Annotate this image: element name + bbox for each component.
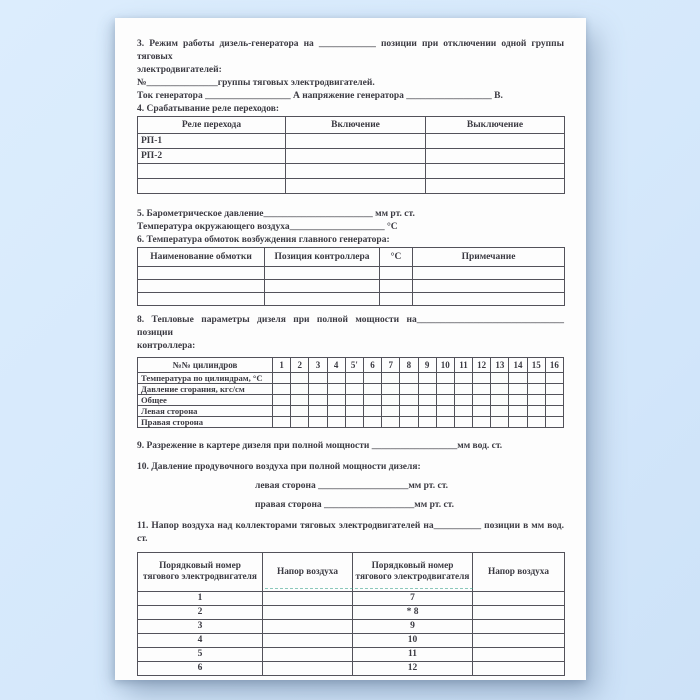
relay-name-cell: РП-1 [138, 134, 286, 149]
empty-cell [473, 384, 491, 395]
cylinder-parameters-table [137, 357, 564, 428]
empty-cell [473, 373, 491, 384]
cylinder-header-row [138, 358, 564, 373]
empty-cell [263, 662, 353, 676]
empty-cell [473, 592, 565, 606]
cylinder-number: 16 [545, 358, 563, 373]
cylinder-number: 1 [273, 358, 291, 373]
air-pressure-header: Напор воздуха [263, 553, 353, 592]
empty-cell [286, 149, 426, 164]
cylinder-number: 14 [509, 358, 527, 373]
table-row [138, 164, 565, 179]
empty-cell [309, 406, 327, 417]
table-row [138, 592, 565, 606]
empty-cell [473, 662, 565, 676]
spacer [137, 194, 564, 208]
relay-col-header: Реле перехода [138, 117, 286, 134]
spacer [137, 453, 564, 461]
empty-cell [327, 417, 345, 428]
empty-cell [363, 395, 381, 406]
section-3 [137, 38, 564, 103]
motor-number-header: Порядковый номер тягового электродвигателя [138, 553, 263, 592]
relay-table [137, 116, 565, 194]
section-9-line-1: 9. Разрежение в картере дизеля при полной мощности __________________мм вод. ст. [137, 441, 503, 451]
empty-cell [265, 267, 380, 280]
empty-cell [418, 406, 436, 417]
empty-cell [413, 280, 565, 293]
empty-cell [309, 373, 327, 384]
empty-cell [273, 406, 291, 417]
motor-number-cell: 4 [138, 634, 263, 648]
empty-cell [413, 267, 565, 280]
empty-cell [138, 280, 265, 293]
empty-cell [473, 395, 491, 406]
empty-cell [382, 384, 400, 395]
empty-cell [509, 384, 527, 395]
motor-number-cell: 2 [138, 606, 263, 620]
empty-cell [138, 293, 265, 306]
table-row [138, 620, 565, 634]
empty-cell [545, 373, 563, 384]
empty-cell [527, 373, 545, 384]
row-label: Давление сгорания, кгс/см [138, 384, 273, 395]
empty-cell [473, 648, 565, 662]
empty-cell [413, 293, 565, 306]
table-row [138, 634, 565, 648]
section-8-line-1: 8. Тепловые параметры дизеля при полной мощности на_______________________________ позиции [137, 315, 564, 338]
spacer [137, 306, 564, 314]
empty-cell [418, 395, 436, 406]
cylinder-number: 6 [363, 358, 381, 373]
row-label: Температура по цилиндрам, °С [138, 373, 273, 384]
empty-cell [380, 280, 413, 293]
relay-name-cell: РП-2 [138, 149, 286, 164]
empty-cell [527, 406, 545, 417]
row-label: Правая сторона [138, 417, 273, 428]
empty-cell [345, 417, 363, 428]
empty-cell [138, 179, 286, 194]
table-row [138, 293, 565, 306]
empty-cell [473, 634, 565, 648]
empty-cell [509, 406, 527, 417]
cylinder-number: 7 [382, 358, 400, 373]
section-10-left-line: левая сторона ___________________мм рт. ст. [255, 481, 449, 491]
empty-cell [327, 406, 345, 417]
motor-number-cell: 6 [138, 662, 263, 676]
empty-cell [491, 384, 509, 395]
empty-cell [491, 373, 509, 384]
cylinder-number: 10 [436, 358, 454, 373]
empty-cell [545, 406, 563, 417]
empty-cell [436, 406, 454, 417]
empty-cell [291, 384, 309, 395]
cylinder-number: 2 [291, 358, 309, 373]
motor-number-cell: * 8 [353, 606, 473, 620]
motor-number-cell: 11 [353, 648, 473, 662]
empty-cell [273, 373, 291, 384]
section-4-title: 4. Срабатывание реле переходов: [137, 104, 280, 114]
table-row [138, 662, 565, 676]
empty-cell [265, 280, 380, 293]
celsius-header: °С [380, 248, 413, 267]
empty-cell [473, 620, 565, 634]
table-row [138, 648, 565, 662]
section-6-title: 6. Температура обмоток возбуждения главного генератора: [137, 235, 390, 245]
empty-cell [382, 406, 400, 417]
empty-cell [454, 395, 472, 406]
traction-motor-air-pressure-table [137, 552, 565, 676]
section-3-line-4: Ток генератора __________________ А напряжение генератора __________________ В. [137, 91, 503, 101]
motor-table-header-row [138, 553, 565, 592]
empty-cell [454, 417, 472, 428]
page-content [115, 18, 586, 680]
empty-cell [291, 373, 309, 384]
empty-cell [263, 620, 353, 634]
empty-cell [418, 384, 436, 395]
empty-cell [345, 395, 363, 406]
cylinder-number: 15 [527, 358, 545, 373]
empty-cell [418, 373, 436, 384]
empty-cell [473, 417, 491, 428]
cylinder-number: 3 [309, 358, 327, 373]
section-5-line-2: Температура окружающего воздуха____________________ °С [137, 222, 398, 232]
empty-cell [138, 164, 286, 179]
section-11-title: 11. Напор воздуха над коллекторами тяговых электродвигателей на__________ позиции в мм вод. ст. [137, 521, 564, 544]
table-row [138, 179, 565, 194]
empty-cell [309, 417, 327, 428]
table-row [138, 134, 565, 149]
empty-cell [345, 406, 363, 417]
cylinder-corner-header: №№ цилиндров [138, 358, 273, 373]
motor-number-cell: 5 [138, 648, 263, 662]
cylinder-number: 11 [454, 358, 472, 373]
empty-cell [291, 417, 309, 428]
empty-cell [273, 395, 291, 406]
empty-cell [454, 406, 472, 417]
motor-number-cell: 10 [353, 634, 473, 648]
empty-cell [426, 149, 565, 164]
empty-cell [527, 417, 545, 428]
empty-cell [291, 406, 309, 417]
empty-cell [436, 384, 454, 395]
empty-cell [382, 373, 400, 384]
empty-cell [363, 406, 381, 417]
empty-cell [509, 373, 527, 384]
empty-cell [491, 406, 509, 417]
empty-cell [436, 395, 454, 406]
table-row [138, 606, 565, 620]
cylinder-number: 5' [345, 358, 363, 373]
empty-cell [363, 417, 381, 428]
empty-cell [286, 164, 426, 179]
empty-cell [382, 395, 400, 406]
empty-cell [263, 648, 353, 662]
empty-cell [400, 417, 418, 428]
empty-cell [363, 384, 381, 395]
section-5-line-1: 5. Барометрическое давление_______________________ мм рт. ст. [137, 209, 415, 219]
empty-cell [400, 384, 418, 395]
section-3-line-1: 3. Режим работы дизель-генератора на ____________ позиции при отключении одной группы тяговых [137, 39, 564, 62]
motor-number-cell: 9 [353, 620, 473, 634]
empty-cell [509, 395, 527, 406]
empty-cell [309, 395, 327, 406]
empty-cell [327, 373, 345, 384]
cylinder-number: 8 [400, 358, 418, 373]
table-row [138, 280, 565, 293]
empty-cell [400, 395, 418, 406]
motor-number-cell: 1 [138, 592, 263, 606]
empty-cell [327, 384, 345, 395]
winding-name-header: Наименование обмотки [138, 248, 265, 267]
empty-cell [545, 395, 563, 406]
empty-cell [545, 417, 563, 428]
spacer [137, 512, 564, 520]
section-10-right-line: правая сторона ___________________мм рт. ст. [255, 500, 455, 510]
table-row [138, 149, 565, 164]
empty-cell [291, 395, 309, 406]
empty-cell [286, 179, 426, 194]
empty-cell [363, 373, 381, 384]
empty-cell [380, 293, 413, 306]
off-col-header: Выключение [426, 117, 565, 134]
cylinder-number: 13 [491, 358, 509, 373]
empty-cell [426, 134, 565, 149]
motor-number-cell: 7 [353, 592, 473, 606]
empty-cell [265, 293, 380, 306]
empty-cell [527, 384, 545, 395]
cylinder-number: 12 [473, 358, 491, 373]
cylinder-number: 4 [327, 358, 345, 373]
motor-number-header: Порядковый номер тягового электродвигателя [353, 553, 473, 592]
section-3-line-2: электродвигателей: [137, 65, 222, 75]
winding-table-header-row [138, 248, 565, 267]
empty-cell [426, 164, 565, 179]
empty-cell [263, 592, 353, 606]
relay-table-header-row [138, 117, 565, 134]
empty-cell [418, 417, 436, 428]
empty-cell [454, 384, 472, 395]
empty-cell [273, 384, 291, 395]
motor-number-cell: 3 [138, 620, 263, 634]
section-10-title: 10. Давление продувочного воздуха при полной мощности дизеля: [137, 462, 421, 472]
empty-cell [426, 179, 565, 194]
empty-cell [491, 417, 509, 428]
empty-cell [309, 384, 327, 395]
empty-cell [327, 395, 345, 406]
winding-temperature-table [137, 247, 565, 306]
section-3-line-3: №_______________группы тяговых электродвигателей. [137, 78, 375, 88]
empty-cell [400, 406, 418, 417]
scanned-page [115, 18, 586, 680]
empty-cell [263, 606, 353, 620]
empty-cell [345, 384, 363, 395]
empty-cell [400, 373, 418, 384]
spacer [137, 428, 564, 440]
empty-cell [473, 606, 565, 620]
section-8-line-2: контроллера: [137, 341, 196, 351]
empty-cell [273, 417, 291, 428]
empty-cell [545, 384, 563, 395]
row-label: Левая сторона [138, 406, 273, 417]
air-pressure-header: Напор воздуха [473, 553, 565, 592]
note-header: Примечание [413, 248, 565, 267]
empty-cell [436, 417, 454, 428]
row-label: Общее [138, 395, 273, 406]
empty-cell [345, 373, 363, 384]
empty-cell [509, 417, 527, 428]
empty-cell [491, 395, 509, 406]
empty-cell [436, 373, 454, 384]
cylinder-number: 9 [418, 358, 436, 373]
table-row [138, 267, 565, 280]
empty-cell [263, 634, 353, 648]
scan-artifact-dashed-line [265, 588, 473, 589]
empty-cell [454, 373, 472, 384]
empty-cell [286, 134, 426, 149]
empty-cell [527, 395, 545, 406]
motor-number-cell: 12 [353, 662, 473, 676]
controller-position-header: Позиция контроллера [265, 248, 380, 267]
empty-cell [380, 267, 413, 280]
on-col-header: Включение [286, 117, 426, 134]
empty-cell [473, 406, 491, 417]
empty-cell [138, 267, 265, 280]
empty-cell [382, 417, 400, 428]
